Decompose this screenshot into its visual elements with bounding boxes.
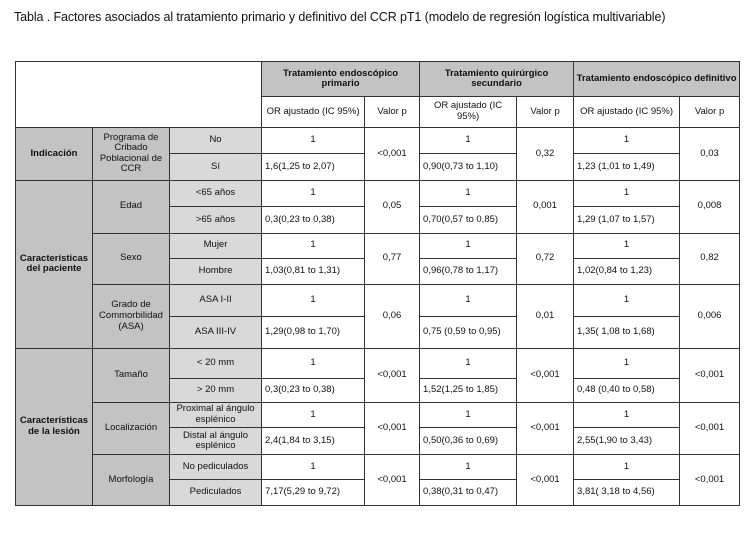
or-value: 1,35( 1,08 to 1,68) bbox=[574, 317, 680, 348]
or-value: 3,81( 3,18 to 4,56) bbox=[574, 479, 680, 505]
col-group-surgical-secondary: Tratamiento quirúrgico secundario bbox=[420, 62, 574, 97]
or-value: 1,29 (1,07 to 1,57) bbox=[574, 207, 680, 233]
or-value: 0,50(0,36 to 0,69) bbox=[420, 428, 517, 455]
category-label: < 20 mm bbox=[170, 348, 262, 378]
category-label: Pediculados bbox=[170, 479, 262, 505]
category-label: ASA III-IV bbox=[170, 317, 262, 348]
or-value: 1 bbox=[420, 403, 517, 428]
p-value: <0,001 bbox=[365, 403, 420, 455]
factor-label-asa: Grado de Commorbilidad (ASA) bbox=[93, 284, 170, 348]
category-label: > 20 mm bbox=[170, 378, 262, 402]
or-value: 1,29(0,98 to 1,70) bbox=[262, 317, 365, 348]
p-value: <0,001 bbox=[517, 455, 574, 506]
p-value: <0,001 bbox=[365, 455, 420, 506]
or-value: 1 bbox=[262, 233, 365, 258]
or-value: 1 bbox=[262, 348, 365, 378]
or-value: 1 bbox=[262, 181, 365, 207]
or-value: 1,6(1,25 to 2,07) bbox=[262, 153, 365, 180]
factor-label-sexo: Sexo bbox=[93, 233, 170, 284]
p-value: 0,32 bbox=[517, 127, 574, 180]
p-value: 0,82 bbox=[680, 233, 740, 284]
header-blank-cell bbox=[16, 62, 262, 128]
or-header: OR ajustado (IC 95%) bbox=[420, 97, 517, 127]
p-value: 0,03 bbox=[680, 127, 740, 180]
p-value: <0,001 bbox=[517, 403, 574, 455]
or-value: 0,38(0,31 to 0,47) bbox=[420, 479, 517, 505]
group-label-lesion: Características de la lesión bbox=[16, 348, 93, 505]
p-header: Valor p bbox=[365, 97, 420, 127]
category-label: Sí bbox=[170, 153, 262, 180]
or-value: 1 bbox=[574, 348, 680, 378]
or-value: 0,75 (0,59 to 0,95) bbox=[420, 317, 517, 348]
or-value: 2,55(1,90 to 3,43) bbox=[574, 428, 680, 455]
p-value: 0,001 bbox=[517, 181, 574, 233]
or-value: 0,3(0,23 to 0,38) bbox=[262, 378, 365, 402]
or-value: 2,4(1,84 to 3,15) bbox=[262, 428, 365, 455]
or-value: 1,52(1,25 to 1,85) bbox=[420, 378, 517, 402]
category-label: Proximal al ángulo esplénico bbox=[170, 403, 262, 428]
or-value: 7,17(5,29 to 9,72) bbox=[262, 479, 365, 505]
or-value: 1 bbox=[420, 455, 517, 479]
p-header: Valor p bbox=[517, 97, 574, 127]
category-label: >65 años bbox=[170, 207, 262, 233]
p-value: <0,001 bbox=[680, 455, 740, 506]
group-label-paciente: Características del paciente bbox=[16, 181, 93, 348]
category-label: No pediculados bbox=[170, 455, 262, 479]
or-value: 1,03(0,81 to 1,31) bbox=[262, 258, 365, 284]
or-value: 1 bbox=[420, 127, 517, 153]
category-label: ASA I-II bbox=[170, 284, 262, 316]
regression-table bbox=[15, 61, 740, 506]
or-value: 0,96(0,78 to 1,17) bbox=[420, 258, 517, 284]
factor-label-localizacion: Localización bbox=[93, 403, 170, 455]
or-value: 1 bbox=[262, 403, 365, 428]
or-value: 0,48 (0,40 to 0,58) bbox=[574, 378, 680, 402]
category-label: No bbox=[170, 127, 262, 153]
or-header: OR ajustado (IC 95%) bbox=[574, 97, 680, 127]
p-header: Valor p bbox=[680, 97, 740, 127]
or-value: 1 bbox=[420, 233, 517, 258]
or-value: 0,3(0,23 to 0,38) bbox=[262, 207, 365, 233]
p-value: 0,72 bbox=[517, 233, 574, 284]
or-value: 1 bbox=[574, 455, 680, 479]
p-value: <0,001 bbox=[365, 127, 420, 180]
p-value: 0,01 bbox=[517, 284, 574, 348]
or-value: 1 bbox=[420, 181, 517, 207]
or-value: 1 bbox=[574, 181, 680, 207]
or-value: 1 bbox=[420, 348, 517, 378]
or-value: 1 bbox=[262, 455, 365, 479]
p-value: 0,006 bbox=[680, 284, 740, 348]
or-value: 1 bbox=[574, 127, 680, 153]
or-value: 1 bbox=[262, 127, 365, 153]
or-header: OR ajustado (IC 95%) bbox=[262, 97, 365, 127]
group-label-indicacion: Indicación bbox=[16, 127, 93, 180]
or-value: 1 bbox=[574, 284, 680, 316]
factor-label-cribado: Programa de Cribado Poblacional de CCR bbox=[93, 127, 170, 180]
or-value: 1 bbox=[420, 284, 517, 316]
p-value: <0,001 bbox=[680, 348, 740, 402]
factor-label-morfologia: Morfología bbox=[93, 455, 170, 506]
or-value: 1,23 (1,01 to 1,49) bbox=[574, 153, 680, 180]
or-value: 1 bbox=[262, 284, 365, 316]
or-value: 0,90(0,73 to 1,10) bbox=[420, 153, 517, 180]
col-group-endoscopic-primary: Tratamiento endoscópico primario bbox=[262, 62, 420, 97]
col-group-endoscopic-definitive: Tratamiento endoscópico definitivo bbox=[574, 62, 740, 97]
or-value: 1,02(0,84 to 1,23) bbox=[574, 258, 680, 284]
p-value: <0,001 bbox=[517, 348, 574, 402]
p-value: <0,001 bbox=[365, 348, 420, 402]
p-value: <0,001 bbox=[680, 403, 740, 455]
category-label: Hombre bbox=[170, 258, 262, 284]
factor-label-edad: Edad bbox=[93, 181, 170, 233]
p-value: 0,77 bbox=[365, 233, 420, 284]
or-value: 1 bbox=[574, 233, 680, 258]
category-label: <65 años bbox=[170, 181, 262, 207]
category-label: Distal al ángulo esplénico bbox=[170, 428, 262, 455]
category-label: Mujer bbox=[170, 233, 262, 258]
table-title: Tabla . Factores asociados al tratamiento primario y definitivo del CCR pT1 (modelo de regresión logística multivariable) bbox=[14, 10, 666, 24]
or-value: 1 bbox=[574, 403, 680, 428]
or-value: 0,70(0,57 to 0,85) bbox=[420, 207, 517, 233]
p-value: 0,06 bbox=[365, 284, 420, 348]
factor-label-tamano: Tamaño bbox=[93, 348, 170, 402]
p-value: 0,008 bbox=[680, 181, 740, 233]
p-value: 0,05 bbox=[365, 181, 420, 233]
